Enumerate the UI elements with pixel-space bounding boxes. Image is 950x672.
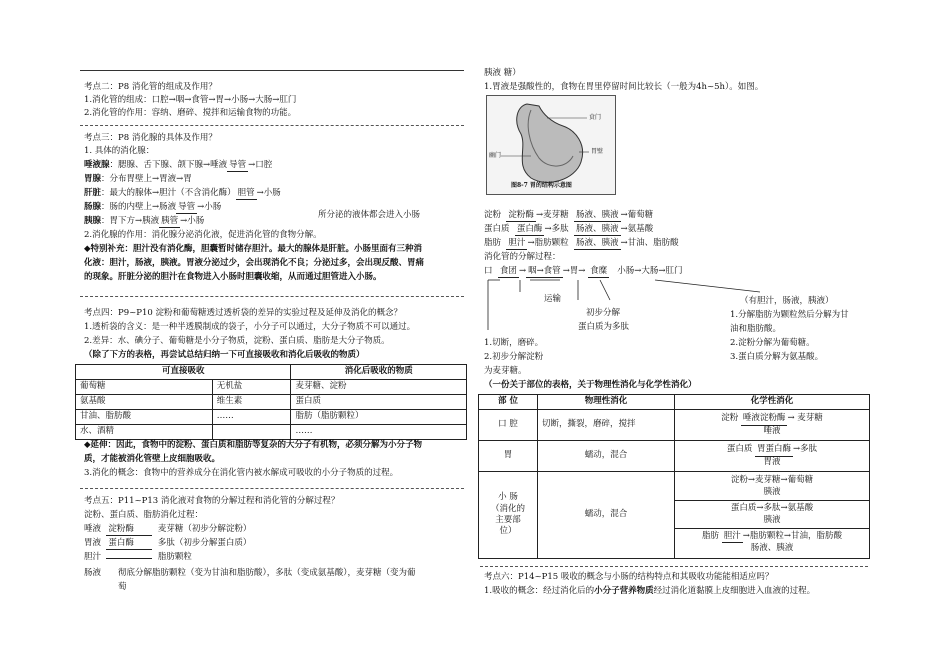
stomach-process-2: 蛋白质为多肽 xyxy=(578,322,630,332)
supplement-3: 的现象。肝脏分泌的胆汁在食物进入小肠时胆囊收缩，从而通过胆管进入小肠。 xyxy=(84,272,382,282)
table-header: 消化后吸收的物质 xyxy=(291,365,467,380)
fig-label: 胃壁 xyxy=(591,148,604,155)
saliva-gland: 唾液腺：腮腺、舌下腺、颌下腺→唾液 导管 →口腔 xyxy=(84,160,272,172)
s3-line-1: 1. 具体的消化腺： xyxy=(84,146,155,156)
s4-note: （除了下方的表格，再尝试总结归纳一下可直接吸收和消化后吸收的物质） xyxy=(84,350,365,360)
digestion-table: 部 位 物理性消化 化学性消化 口 腔 切断，撕裂，磨碎，搅拌 淀粉 唾液淀粉酶 → 麦芽糖 唾液 胃 蠕动，混合 蛋白质 胃蛋白酶 →多肽 胃液 小 肠 （消化的 主要部 位） 蠕动，混合 淀粉→麦芽糖→葡萄糖 胰液 蛋白质→多肽→氨基酸 胰液 脂肪 胆汁 →脂肪颗粒→甘油，脂肪酸 肠液、胰液 xyxy=(478,394,870,559)
table-row: 氨基酸 维生素 蛋白质 xyxy=(76,395,467,410)
si-process-1: 1.分解脂肪为颗粒然后分解为甘 xyxy=(730,310,849,320)
mouth-process-1: 1.切断，磨碎。 xyxy=(484,338,544,348)
supplement-1: ◆特别补充：胆汁没有消化酶，胆囊暂时储存胆汁。最大的腺体是肝脏。小肠里面有三种消 xyxy=(84,244,423,254)
table-row: 水、酒精 …… xyxy=(76,425,467,440)
liver: 肝脏：最大的腺体→胆汁（不含消化酶） 胆管 →小肠 xyxy=(84,188,281,200)
mouth-process-2: 2.初步分解淀粉 xyxy=(484,352,544,362)
table-row: 葡萄糖 无机盐 麦芽糖、淀粉 xyxy=(76,380,467,395)
brace-note: 所分泌的液体都会进入小肠 xyxy=(318,210,421,220)
table-row: 甘油、脂肪酸 …… 脂肪（脂肪颗粒） xyxy=(76,410,467,425)
chem-row-1: 淀粉 淀粉酶 →麦芽糖 肠液、胰液 →葡萄糖 xyxy=(484,210,653,222)
s2-line-1: 1.消化管的组成：口腔→咽→食管→胃→小肠→大肠→肛门 xyxy=(84,95,297,105)
s4-line-2: 2.差异：水、碘分子、葡萄糖是小分子物质，淀粉、蛋白质、脂肪是大分子物质。 xyxy=(84,336,390,346)
s4-line-3: 3.消化的概念：食物中的营养成分在消化管内被水解成可吸收的小分子物质的过程。 xyxy=(84,468,399,478)
si-process-1b: 油和脂肪酸。 xyxy=(730,324,782,334)
right-top-text: 胰液 糖） xyxy=(484,68,521,78)
si-process-2: 2.淀粉分解为葡萄糖。 xyxy=(730,338,815,348)
s5-row-1: 唾液 淀粉酶 麦芽糖（初步分解淀粉） xyxy=(84,524,251,536)
extension-1: ◆延伸：因此，食物中的淀粉、蛋白质和脂肪等复杂的大分子有机物，必须分解为小分子物 xyxy=(84,440,423,450)
table-row: 小 肠 （消化的 主要部 位） 蠕动，混合 淀粉→麦芽糖→葡萄糖 胰液 蛋白质→多肽→氨基酸 胰液 脂肪 胆汁 →脂肪颗粒→甘油，脂肪酸 肠液、胰液 xyxy=(479,472,870,559)
divider xyxy=(480,566,868,567)
transport-label: 运输 xyxy=(544,294,562,304)
stomach-process-1: 初步分解 xyxy=(586,308,621,318)
process-title: 消化管的分解过程： xyxy=(484,252,561,262)
s5-line-1: 淀粉、蛋白质、脂肪消化过程： xyxy=(84,510,204,520)
bile-note: （有胆汁，肠液，胰液） xyxy=(740,296,834,306)
section-5-title: 考点五：P11~P13 消化液对食物的分解过程和消化管的分解过程？ xyxy=(84,496,340,506)
section-3-title: 考点三：P8 消化腺的具体及作用？ xyxy=(84,133,217,143)
section-6-title: 考点六：P14~P15 吸收的概念与小肠的结构特点和其吸收功能能相适应吗？ xyxy=(484,572,774,582)
table-row: 胃 蠕动，混合 蛋白质 胃蛋白酶 →多肽 胃液 xyxy=(479,441,870,472)
s5-row-4b: 萄 xyxy=(118,582,127,592)
extension-2: 质，才能被消化管壁上皮细胞吸收。 xyxy=(84,454,221,464)
table-row: 口 腔 切断，撕裂，磨碎，搅拌 淀粉 唾液淀粉酶 → 麦芽糖 唾液 xyxy=(479,410,870,441)
mouth-process-3: 为麦芽糖。 xyxy=(484,366,527,376)
supplement-2: 化液：胆汁，肠液，胰液。胃液分泌过少，会出现消化不良；分泌过多，会出现反酸、胃痛 xyxy=(84,258,425,268)
s5-row-3: 胆汁 脂肪颗粒 xyxy=(84,552,192,562)
s5-row-4: 彻底分解脂肪颗粒（变为甘油和脂肪酸），多肽（变成氨基酸），麦芽糖（变为葡 xyxy=(118,568,416,578)
chem-row-2: 蛋白质 蛋白酶 →多肽 肠液、胰液 →氨基酸 xyxy=(484,224,653,236)
intestinal-gland: 肠腺：肠的内壁上→肠液 导管 →小肠 xyxy=(84,202,221,214)
s3-line-2: 2.消化腺的作用：消化腺分泌消化液，促进消化管的食物分解。 xyxy=(84,230,322,240)
stomach-line: 1.胃液是强酸性的，食物在胃里停留时间比较长（一般为4h~5h）。如图。 xyxy=(484,82,764,92)
pancreas: 胰腺：胃下方→胰液 胰管 →小肠 xyxy=(84,216,204,228)
s2-line-2: 2.消化管的作用：容纳、磨碎、搅拌和运输食物的功能。 xyxy=(84,108,297,118)
fig-label: 贲门 xyxy=(589,114,602,121)
section-2-title: 考点二：P8 消化管的组成及作用？ xyxy=(84,82,217,92)
fig-caption: 图8-7 胃的结构示意图 xyxy=(511,182,572,189)
s5-row-2: 胃液 蛋白酶 多肽（初步分解蛋白质） xyxy=(84,538,251,550)
si-process-3: 3.蛋白质分解为氨基酸。 xyxy=(730,352,824,362)
section-4-title: 考点四：P9~P10 淀粉和葡萄糖透过透析袋的差异的实验过程及延伸及消化的概念？ xyxy=(84,308,402,318)
chem-row-3: 脂肪 胆汁 →脂肪颗粒 肠液、胰液 →甘油、脂肪酸 xyxy=(484,238,679,250)
s5-row-4-label: 肠液 xyxy=(84,568,102,578)
s4-line-1: 1.透析袋的含义：是一种半透膜制成的袋子，小分子可以通过，大分子物质不可以通过。 xyxy=(84,322,416,332)
process-path: 口 食团 → 咽→食管 →胃→ 食糜 小肠→大肠→肛门 xyxy=(484,266,683,278)
table-header: 可直接吸收 xyxy=(76,365,291,380)
gastric-gland: 胃腺：分布胃壁上→胃液→胃 xyxy=(84,174,192,184)
table-note: （一份关于部位的表格，关于物理性消化与化学性消化） xyxy=(484,380,697,390)
s6-line-1: 1.吸收的概念：经过消化后的小分子营养物质经过消化道黏膜上皮细胞进入血液的过程。 xyxy=(484,586,816,596)
fig-label: 幽门 xyxy=(489,152,502,159)
